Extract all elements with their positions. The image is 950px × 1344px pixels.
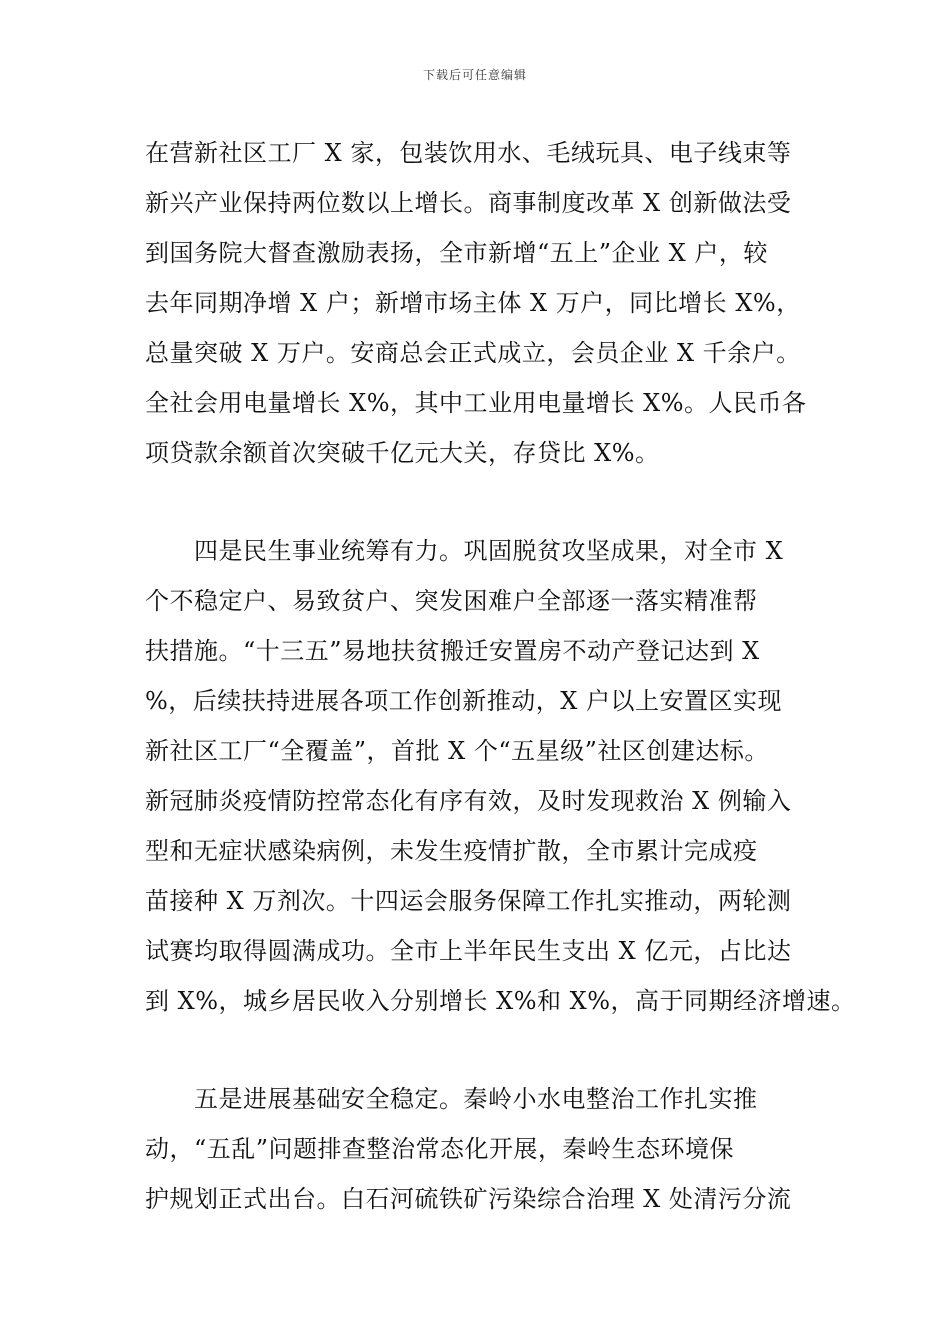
text-line: 试赛均取得圆满成功。全市上半年民生支出 X 亿元，占比达 — [145, 937, 792, 965]
text-line: 新兴产业保持两位数以上增长。商事制度改革 X 创新做法受 — [145, 189, 792, 217]
text-line: 动，“五乱”问题排查整治常态化开展，秦岭生态环境保 — [145, 1135, 735, 1163]
text-line: 五是进展基础安全稳定。秦岭小水电整治工作扎实推 — [145, 1085, 758, 1113]
text-line: 个不稳定户、易致贫户、突发困难户全部逐一落实精准帮 — [145, 587, 758, 615]
text-line: 护规划正式出台。白石河硫铁矿污染综合治理 X 处清污分流 — [145, 1185, 792, 1213]
text-line: 在营新社区工厂 X 家，包装饮用水、毛绒玩具、电子线束等 — [145, 139, 792, 167]
paragraph-economy — [145, 128, 825, 478]
text-line: 到国务院大督查激励表扬，全市新增“五上”企业 X 户，较 — [145, 239, 768, 267]
text-line: 全社会用电量增长 X%，其中工业用电量增长 X%。人民币各 — [145, 389, 807, 417]
text-line: 到 X%，城乡居民收入分别增长 X%和 X%，高于同期经济增速。 — [145, 987, 856, 1015]
text-line: 总量突破 X 万户。安商总会正式成立，会员企业 X 千余户。 — [145, 339, 801, 367]
paragraph-livelihood — [145, 526, 856, 1026]
paragraph-spacer — [145, 478, 825, 526]
text-line: %，后续扶持进展各项工作创新推动，X 户以上安置区实现 — [145, 687, 783, 715]
text-line: 苗接种 X 万剂次。十四运会服务保障工作扎实推动，两轮测 — [145, 887, 792, 915]
paragraph-safety — [145, 1074, 825, 1224]
text-line: 新社区工厂“全覆盖”，首批 X 个“五星级”社区创建达标。 — [145, 737, 769, 765]
text-line: 型和无症状感染病例，未发生疫情扩散，全市累计完成疫 — [145, 837, 758, 865]
document-body — [145, 128, 856, 1224]
text-line: 扶措施。“十三五”易地扶贫搬迁安置房不动产登记达到 X — [145, 637, 760, 665]
text-line: 四是民生事业统筹有力。巩固脱贫攻坚成果，对全市 X — [145, 537, 784, 565]
page-header-note: 下载后可任意编辑 — [422, 68, 527, 82]
paragraph-spacer — [145, 1026, 825, 1074]
text-line: 去年同期净增 X 户；新增市场主体 X 万户，同比增长 X%， — [145, 289, 801, 317]
text-line: 新冠肺炎疫情防控常态化有序有效，及时发现救治 X 例输入 — [145, 787, 792, 815]
text-line: 项贷款余额首次突破千亿元大关，存贷比 X%。 — [145, 439, 660, 467]
